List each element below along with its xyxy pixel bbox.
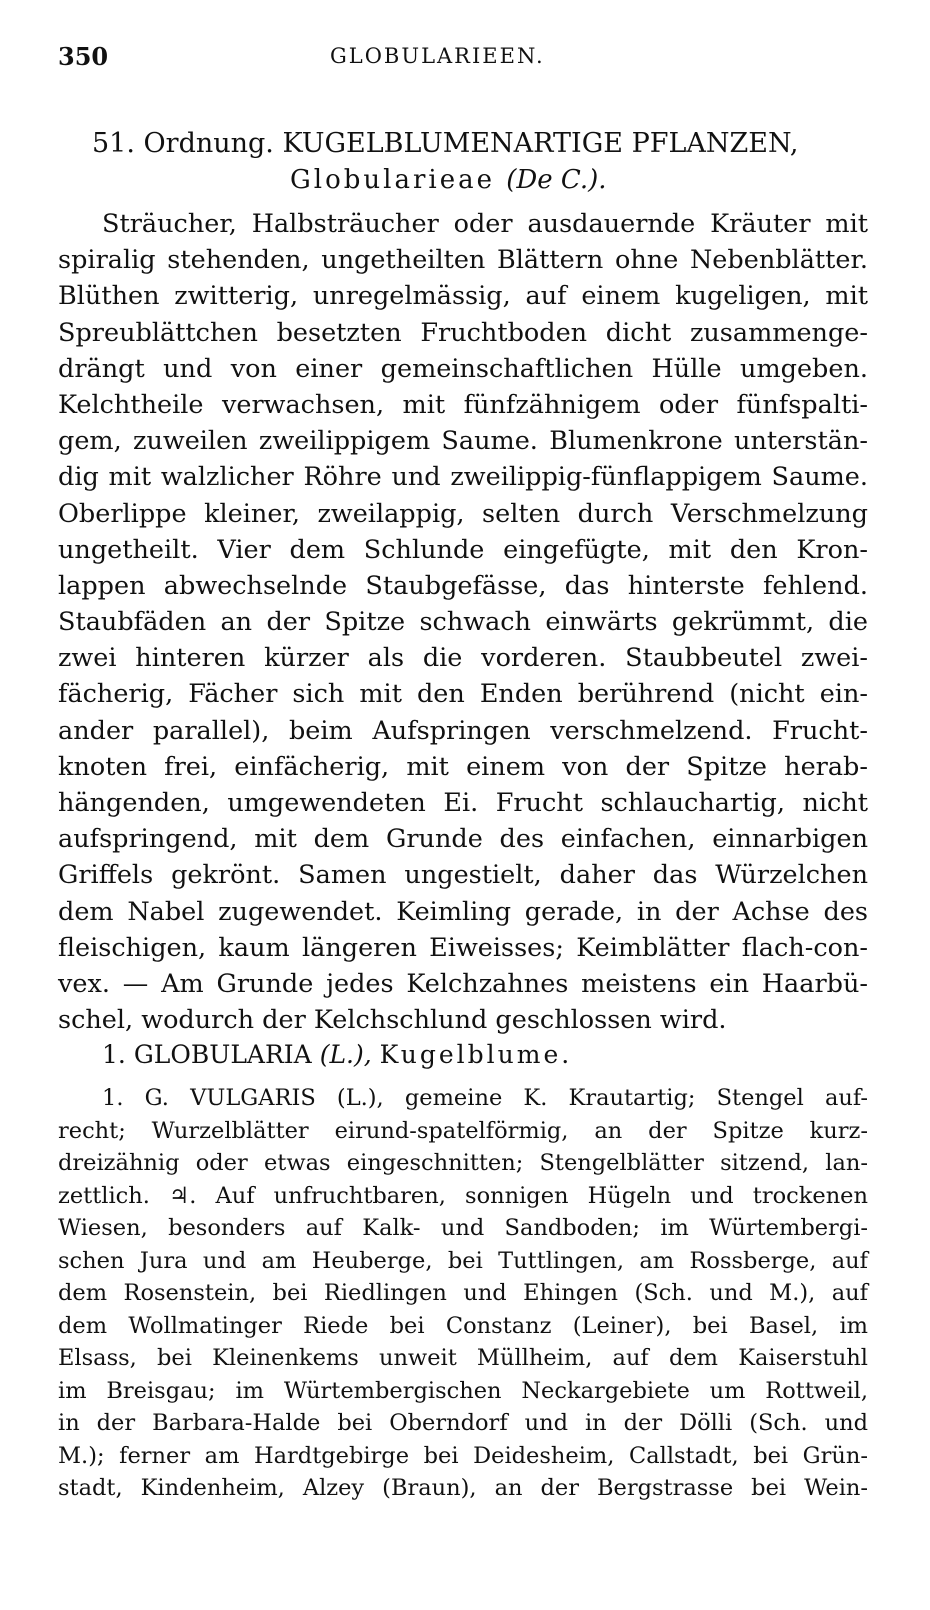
text-line: Oberlippe kleiner, zweilappig, selten durch Verschmelzung — [58, 498, 868, 529]
genus-common-name: Kugelblume. — [379, 1040, 573, 1069]
text-line: schel, wodurch der Kelchschlund geschlossen wird. — [58, 1005, 727, 1036]
text-line: ander parallel), beim Aufspringen verschmelzend. Frucht- — [58, 715, 868, 746]
species-line: stadt, Kindenheim, Alzey (Braun), an der Bergstrasse bei Wein- — [58, 1475, 868, 1501]
species-line: dreizähnig oder etwas eingeschnitten; Stengelblätter sitzend, lan- — [58, 1150, 868, 1176]
order-subheading — [290, 162, 607, 198]
text-line: Griffels gekrönt. Samen ungestielt, daher das Würzelchen — [58, 860, 868, 891]
text-line: dem Nabel zugewendet. Keimling gerade, in der Achse des — [58, 896, 868, 927]
text-line: knoten frei, einfächerig, mit einem von der Spitze herab- — [58, 751, 868, 782]
text-line: drängt und von einer gemeinschaftlichen Hülle umgeben. — [58, 353, 868, 384]
order-authority: (De C.). — [506, 165, 607, 195]
text-line: ungetheilt. Vier dem Schlunde eingefügte, mit den Kron- — [58, 534, 868, 565]
text-line: zwei hinteren kürzer als die vorderen. Staubbeutel zwei- — [58, 643, 868, 674]
order-heading — [92, 126, 872, 162]
species-line: M.); ferner am Hardtgebirge bei Deidesheim, Callstadt, bei Grün- — [58, 1442, 868, 1469]
species-line: dem Rosenstein, bei Riedlingen und Ehingen (Sch. und M.), auf — [58, 1280, 868, 1306]
text-line: hängenden, umgewendeten Ei. Frucht schlauchartig, nicht — [58, 788, 868, 818]
species-line: im Breisgau; im Würtembergischen Neckargebiete um Rottweil, — [58, 1377, 868, 1404]
page-header — [58, 42, 862, 82]
text-line: Spreublättchen besetzten Fruchtboden dicht zusammenge- — [58, 317, 868, 348]
species-line: in der Barbara-Halde bei Oberndorf und in der Dölli (Sch. und — [58, 1410, 868, 1436]
species-description — [58, 1082, 868, 1505]
text-line: lappen abwechselnde Staubgefässe, das hinterste fehlend. — [58, 570, 868, 601]
text-line: fächerig, Fächer sich mit den Enden berührend (nicht ein- — [58, 679, 868, 710]
species-line: Wiesen, besonders auf Kalk- und Sandboden; im Würtembergi- — [58, 1215, 868, 1241]
order-latin-name: Globularieae — [290, 165, 495, 195]
order-description — [58, 206, 868, 1038]
text-line: vex. — Am Grunde jedes Kelchzahnes meistens ein Haarbü- — [58, 968, 868, 999]
text-line: Kelchtheile verwachsen, mit fünfzähnigem oder fünfspalti- — [58, 389, 868, 420]
species-line: 1. G. VULGARIS (L.), gemeine K. Krautartig; Stengel auf- — [102, 1085, 868, 1111]
text-line: Staubfäden an der Spitze schwach einwärts gekrümmt, die — [58, 607, 868, 638]
text-line: dig mit walzlicher Röhre und zweilippig-fünflappigem Saume. — [58, 462, 868, 493]
page-number: 350 — [58, 42, 109, 71]
order-title: KUGELBLUMENARTIGE PFLANZEN, — [282, 128, 799, 159]
genus-authority: (L.), — [319, 1040, 372, 1069]
text-line: fleischigen, kaum längeren Eiweisses; Keimblätter flach-con- — [58, 932, 868, 963]
genus-heading — [102, 1040, 572, 1069]
genus-number: 1. — [102, 1040, 126, 1069]
text-line: gem, zuweilen zweilippigem Saume. Blumenkrone unterstän- — [58, 426, 868, 457]
genus-name: GLOBULARIA — [133, 1040, 312, 1069]
text-line: Blüthen zwitterig, unregelmässig, auf einem kugeligen, mit — [58, 281, 868, 312]
text-line: spiralig stehenden, ungetheilten Blättern ohne Nebenblätter. — [58, 245, 868, 276]
species-line: recht; Wurzelblätter eirund-spatelförmig, an der Spitze kurz- — [58, 1117, 868, 1144]
order-number: 51. Ordnung. — [92, 128, 274, 159]
species-line: schen Jura und am Heuberge, bei Tuttlingen, am Rossberge, auf — [58, 1247, 868, 1274]
text-line: aufspringend, mit dem Grunde des einfachen, einnarbigen — [58, 824, 868, 855]
running-head: GLOBULARIEEN. — [330, 44, 545, 68]
text-line: Sträucher, Halbsträucher oder ausdauernde Kräuter mit — [102, 209, 868, 239]
species-line: dem Wollmatinger Riede bei Constanz (Leiner), bei Basel, im — [58, 1312, 868, 1339]
species-line: Elsass, bei Kleinenkems unweit Müllheim, auf dem Kaiserstuhl — [58, 1345, 868, 1371]
species-line: zettlich. ♃. Auf unfruchtbaren, sonnigen Hügeln und trockenen — [58, 1182, 868, 1209]
